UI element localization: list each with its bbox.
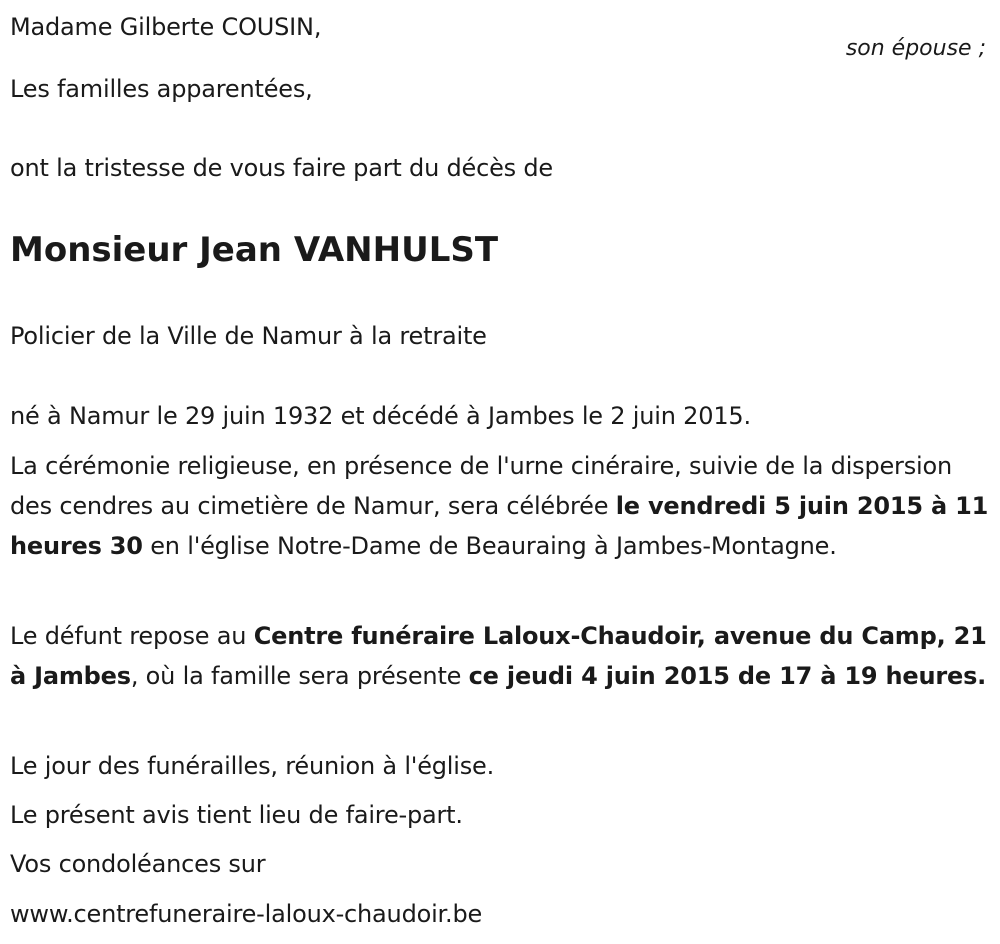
deceased-name: Monsieur Jean VANHULST xyxy=(10,230,499,270)
repose-middle: , où la famille sera présente xyxy=(130,662,469,690)
spouse-name: Madame Gilberte COUSIN, xyxy=(10,13,322,41)
condolences-line: Vos condoléances sur xyxy=(10,850,266,878)
ceremony-date: le vendredi 5 juin 2015 à 11 heures 30 xyxy=(10,492,989,560)
ceremony-paragraph xyxy=(10,446,995,566)
families-line: Les familles apparentées, xyxy=(10,75,313,103)
meeting-line: Le jour des funérailles, réunion à l'église. xyxy=(10,752,495,780)
repose-location: Centre funéraire Laloux-Chaudoir, avenue du Camp, 21 à Jambes xyxy=(10,622,987,690)
ceremony-place: en l'église Notre-Dame de Beauraing à Jambes-Montagne. xyxy=(142,532,837,560)
birth-death-line: né à Namur le 29 juin 1932 et décédé à Jambes le 2 juin 2015. xyxy=(10,402,751,430)
spouse-role: son épouse ; xyxy=(845,36,986,61)
repose-intro: Le défunt repose au xyxy=(10,622,254,650)
notice-line: Le présent avis tient lieu de faire-part. xyxy=(10,801,463,829)
ceremony-intro: La cérémonie religieuse, en présence de l'urne cinéraire, suivie de la dispersion des cendres au cimetière de Namur, sera célébrée xyxy=(10,452,952,520)
repose-time: ce jeudi 4 juin 2015 de 17 à 19 heures. xyxy=(468,662,987,690)
announcement-line: ont la tristesse de vous faire part du décès de xyxy=(10,154,553,182)
repose-paragraph xyxy=(10,616,995,696)
website-link[interactable]: www.centrefuneraire-laloux-chaudoir.be xyxy=(10,900,483,928)
occupation-line: Policier de la Ville de Namur à la retraite xyxy=(10,322,487,350)
